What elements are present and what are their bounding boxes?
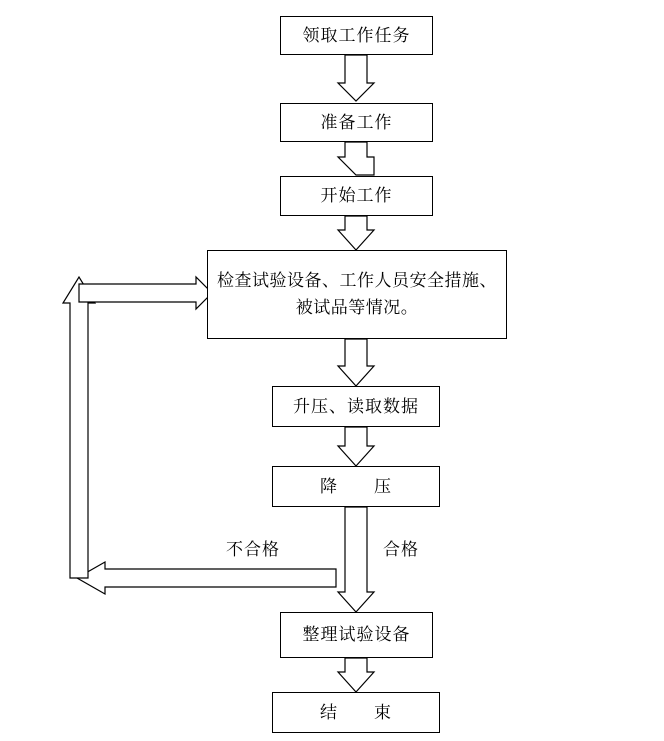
node-label: 升压、读取数据 xyxy=(293,396,419,416)
arrow-n3-n4 xyxy=(338,216,374,250)
arrow-n2-n3 xyxy=(338,142,374,175)
edge-label-text: 不合格 xyxy=(226,540,280,559)
arrow-fail-loop-top xyxy=(79,277,212,309)
node-label: 开始工作 xyxy=(320,186,393,206)
node-label: 整理试验设备 xyxy=(302,625,411,645)
node-label: 结 束 xyxy=(320,702,392,722)
node-label: 降 压 xyxy=(320,476,392,496)
arrow-n5-n6 xyxy=(338,427,374,466)
node-end[interactable] xyxy=(272,692,440,733)
arrow-n1-n2 xyxy=(338,55,374,101)
arrow-n7-n8 xyxy=(338,658,374,692)
node-receive-task[interactable] xyxy=(280,16,433,55)
node-label: 领取工作任务 xyxy=(302,25,411,45)
node-start-work[interactable] xyxy=(280,176,433,216)
node-label: 检查试验设备、工作人员安全措施、被试品等情况。 xyxy=(217,271,497,317)
node-label: 准备工作 xyxy=(320,112,393,132)
node-reduce-voltage[interactable] xyxy=(272,466,440,507)
edge-label-fail xyxy=(226,535,280,560)
node-preparation[interactable] xyxy=(280,103,433,142)
node-inspection[interactable] xyxy=(207,250,507,339)
edge-label-pass xyxy=(383,535,419,560)
edge-label-text: 合格 xyxy=(383,540,419,559)
arrow-n4-n5 xyxy=(338,339,374,386)
arrow-n6-n7 xyxy=(338,507,374,612)
node-tidy-equipment[interactable] xyxy=(280,612,433,658)
node-raise-voltage[interactable] xyxy=(272,386,440,427)
arrow-fail-loop-vertical xyxy=(63,277,95,578)
arrow-fail-loop xyxy=(77,562,336,594)
